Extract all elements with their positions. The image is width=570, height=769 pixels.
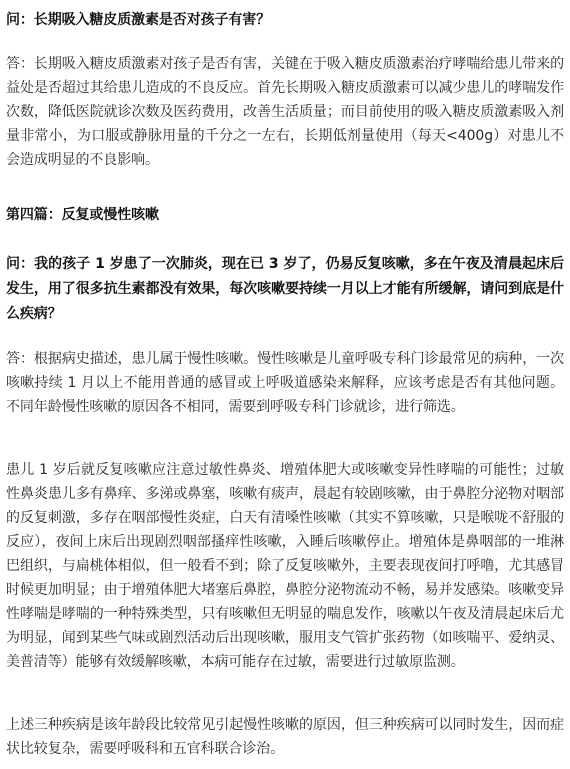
answer-2-paragraph-3: 上述三种疾病是该年龄段比较常见引起慢性咳嗽的原因，但三种疾病可以同时发生，因而症状比较复杂，需要呼吸科和五官科联合诊治。 [6, 717, 564, 757]
question-1: 问：长期吸入糖皮质激素是否对孩子有害？ [6, 12, 271, 28]
answer-1: 答：长期吸入糖皮质激素对孩子是否有害，关键在于吸入糖皮质激素治疗哮喘给患儿带来的益处是否超过其给患儿造成的不良反应。首先长期吸入糖皮质激素可以减少患儿的哮喘发作次数，降低医院就诊次数及医药费用，改善生活质量；而目前使用的吸入糖皮质激素吸入剂量非常小，为口服或静脉用量的千分之一左右，长期低剂量使用（每天<400g）对患儿不会造成明显的不良影响。 [6, 56, 564, 168]
question-2: 问：我的孩子 1 岁患了一次肺炎，现在已 3 岁了，仍易反复咳嗽，多在午夜及清晨起床后发生，用了很多抗生素都没有效果，每次咳嗽要持续一月以上才能有所缓解，请问到底是什么疾病？ [6, 256, 564, 322]
answer-2-paragraph-2: 患儿 1 岁后就反复咳嗽应注意过敏性鼻炎、增殖体肥大或咳嗽变异性哮喘的可能性；过敏性鼻炎患儿多有鼻痒、多涕或鼻塞，咳嗽有痰声，晨起有较剧咳嗽，由于鼻腔分泌物对咽部的反复刺激，多存在咽部慢性炎症，白天有清嗓性咳嗽（其实不算咳嗽，只是喉咙不舒服的反应），夜间上床后出现剧烈咽部搔痒性咳嗽，入睡后咳嗽停止。增殖体是鼻咽部的一堆淋巴组织，与扁桃体相似，但一般看不到；除了反复咳嗽外，主要表现夜间打呼噜，尤其感冒时候更加明显；由于增殖体肥大堵塞后鼻腔，鼻腔分泌物流动不畅，易并发感染。咳嗽变异性哮喘是哮喘的一种特殊类型，只有咳嗽但无明显的喘息发作，咳嗽以午夜及清晨起床后尤为明显，闻到某些气味或剧烈活动后出现咳嗽，服用支气管扩张药物（如咳喘平、爱纳灵、美普清等）能够有效缓解咳嗽，本病可能存在过敏，需要进行过敏原监测。 [6, 462, 564, 670]
answer-2-paragraph-1: 答：根据病史描述，患儿属于慢性咳嗽。慢性咳嗽是儿童呼吸专科门诊最常见的病种，一次咳嗽持续 1 月以上不能用普通的感冒或上呼吸道感染来解释，应该考虑是否有其他问题。不同年龄慢性咳嗽的原因各不相同，需要到呼吸专科门诊就诊，进行筛选。 [6, 351, 564, 415]
section-4-title: 第四篇：反复或慢性咳嗽 [6, 207, 159, 223]
